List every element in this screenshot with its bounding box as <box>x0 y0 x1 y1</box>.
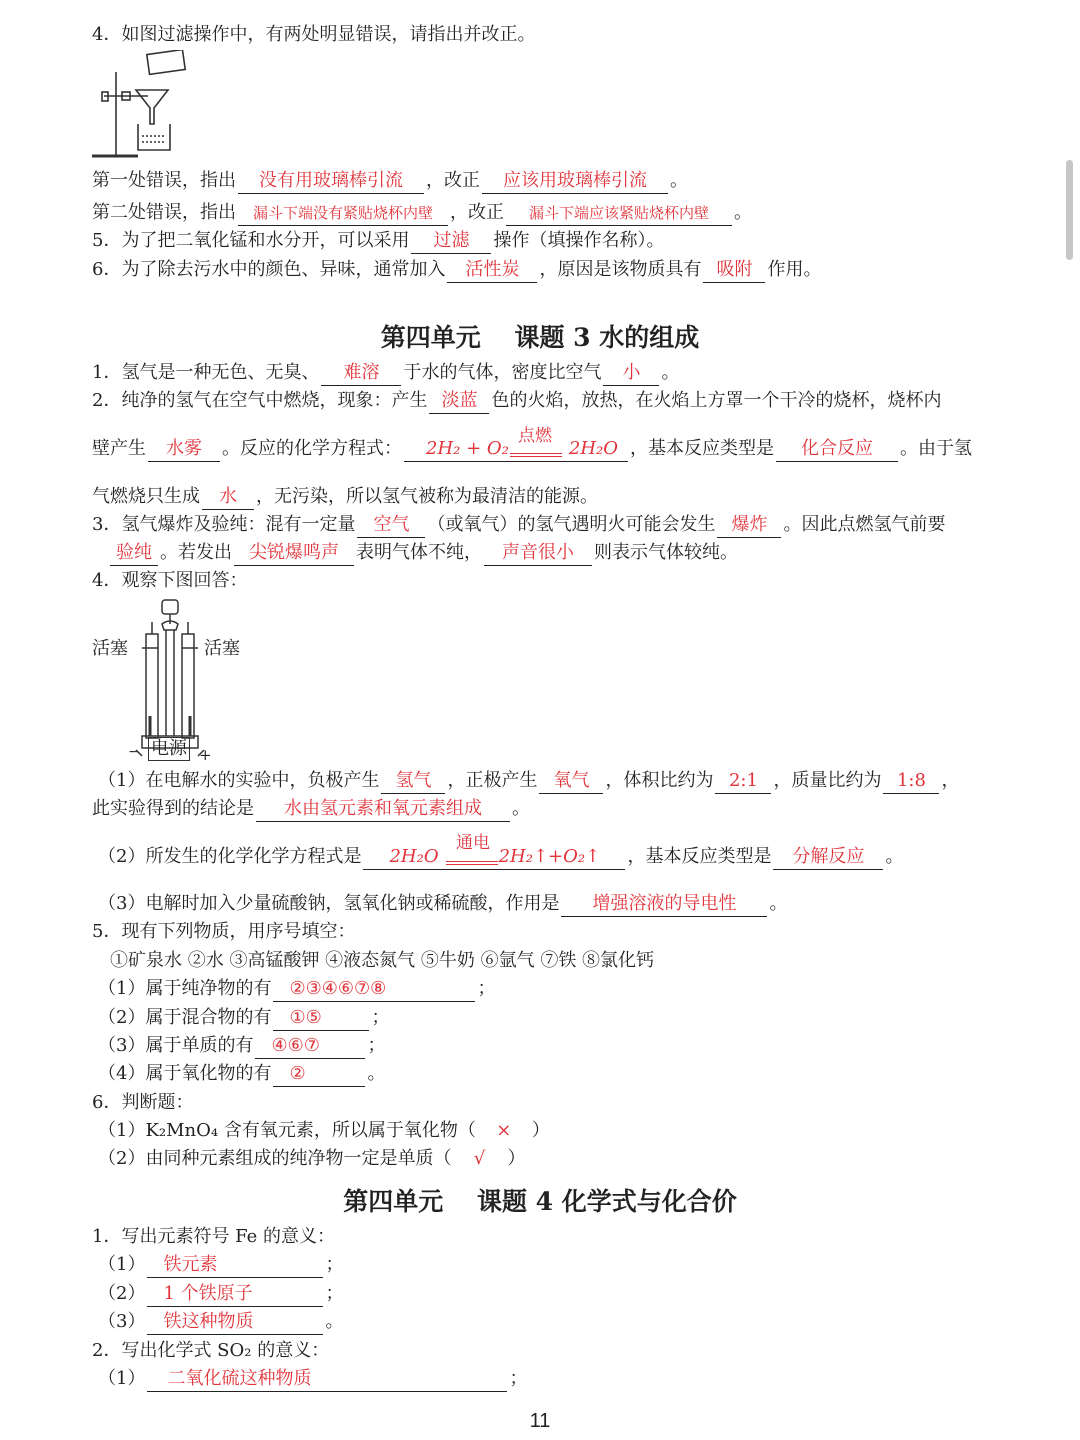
eq2-condition: 通电 <box>456 833 490 853</box>
answer-blank: 难溶 <box>321 361 401 386</box>
q4-filter-question: 4．如图过滤操作中，有两处明显错误，请指出并改正。 <box>92 24 536 45</box>
s4-q2-question: 2．写出化学式 SO₂ 的意义： <box>92 1340 330 1361</box>
s3-q2-l2-prefix: 壁产生 <box>92 438 146 459</box>
s1-prefix: （1）属于纯净物的有 <box>98 978 272 999</box>
answer-blank: ①⑤ <box>273 1006 369 1031</box>
electrolysis-apparatus-diagram <box>128 596 214 758</box>
p2-prefix: （2）所发生的化学化学方程式是 <box>98 846 362 867</box>
q6-prev-line <box>92 257 821 283</box>
line2-prefix: 第二处错误，指出 <box>92 202 236 223</box>
item-num: （2） <box>98 1283 146 1304</box>
answer-blank: 淡蓝 <box>429 389 489 414</box>
diagram-plus-sign: + <box>199 746 212 764</box>
s3-q6-j1 <box>98 1118 550 1144</box>
s3-q3-l1-suffix: 。因此点燃氢气前要 <box>783 514 946 535</box>
diagram-label-piston-right: 活塞 <box>204 638 240 659</box>
s3-q6-question: 6．判断题： <box>92 1092 194 1113</box>
item-num: （1） <box>98 1368 146 1389</box>
j1-prefix: （1）K₂MnO₄ 含有氧元素，所以属于氧化物（ <box>98 1120 476 1141</box>
answer-blank: 尖锐爆鸣声 <box>234 541 354 566</box>
answer-blank: 水 <box>202 485 254 510</box>
filtration-apparatus-diagram <box>88 50 198 162</box>
s3-q4-p3 <box>98 891 787 917</box>
answer-blank: 氧气 <box>539 769 603 794</box>
answer-blank: ②③④⑥⑦⑧ <box>273 977 475 1002</box>
s2-end: ； <box>371 1007 390 1028</box>
j2-answer: √ <box>473 1148 486 1169</box>
answer-blank: 铁元素 <box>147 1253 323 1278</box>
answer-blank: 漏斗下端应该紧贴烧杯内壁 <box>506 201 732 226</box>
s3-q5-items: ①矿泉水 ②水 ③高锰酸钾 ④液态氮气 ⑤牛奶 ⑥氩气 ⑦铁 ⑧氯化钙 <box>110 950 655 971</box>
line2-mid: ，改正 <box>450 202 504 223</box>
s3-q1-mid: 于水的气体，密度比空气 <box>403 362 602 383</box>
s3-q2-l2-mid: 。反应的化学方程式： <box>222 438 402 459</box>
q6-prefix: 6．为了除去污水中的颜色、异味，通常加入 <box>92 259 446 280</box>
answer-blank: ④⑥⑦ <box>255 1034 365 1059</box>
s3-q4-p1 <box>98 768 959 794</box>
q5-prefix: 5．为了把二氧化锰和水分开，可以采用 <box>92 230 410 251</box>
p1-mid1: ，正极产生 <box>447 770 538 791</box>
item-end: 。 <box>325 1311 344 1332</box>
s3-prefix: （3）属于单质的有 <box>98 1035 254 1056</box>
s3-end: ； <box>367 1035 386 1056</box>
s3-q2-l1-suffix: 色的火焰，放热，在火焰上方罩一个干冷的烧杯，烧杯内 <box>491 390 942 411</box>
answer-blank: 增强溶液的导电性 <box>561 892 767 917</box>
answer-blank: 声音很小 <box>484 541 592 566</box>
answer-blank: 水雾 <box>148 437 220 462</box>
s3-q5-s3 <box>98 1033 385 1059</box>
p1b-prefix: 此实验得到的结论是 <box>92 798 254 819</box>
s3-q3-line2 <box>108 540 738 566</box>
item-end: ； <box>509 1368 528 1389</box>
s3-q2-l2-mid2: ，基本反应类型是 <box>630 438 774 459</box>
s3-q4-question: 4．观察下图回答： <box>92 570 248 591</box>
s3-q4-p1b <box>92 796 530 822</box>
answer-blank: 漏斗下端没有紧贴烧杯内壁 <box>238 201 448 226</box>
s3-q2-line3 <box>92 484 598 510</box>
line1-mid: ，改正 <box>426 170 480 191</box>
answer-blank: 小 <box>603 361 659 386</box>
answer-blank: 水由氢元素和氧元素组成 <box>256 797 510 822</box>
s4-prefix: （4）属于氧化物的有 <box>98 1063 272 1084</box>
item-end: ； <box>325 1283 344 1304</box>
p1-prefix: （1）在电解水的实验中，负极产生 <box>98 770 380 791</box>
s3-q2-line2 <box>92 436 972 462</box>
s4-q1-item-3 <box>98 1309 343 1335</box>
item-end: ； <box>325 1254 344 1275</box>
answer-blank: 1 个铁原子 <box>147 1282 323 1307</box>
s3-q2-l2-suffix: 。由于氢 <box>900 438 972 459</box>
answer-blank: 1:8 <box>883 769 939 794</box>
s3-q3-line1 <box>92 512 945 538</box>
j1-answer: × <box>496 1120 512 1141</box>
s3-q2-l3-prefix: 气燃烧只生成 <box>92 486 200 507</box>
diagram-label-piston-left: 活塞 <box>92 638 128 659</box>
answer-blank: 二氧化硫这种物质 <box>147 1367 507 1392</box>
j1-end: ） <box>531 1120 550 1141</box>
equation-blank <box>363 845 625 870</box>
s4-q1-item-2 <box>98 1281 343 1307</box>
diagram-power-label: 电源 <box>148 737 190 761</box>
q5-suffix: 操作（填操作名称）。 <box>493 230 665 251</box>
s3-q6-j2 <box>98 1146 525 1172</box>
answer-blank: 活性炭 <box>447 258 537 283</box>
answer-blank: 应该用玻璃棒引流 <box>482 169 668 194</box>
answer-blank: 氢气 <box>381 769 445 794</box>
s4-end: 。 <box>367 1063 386 1084</box>
s3-q2-line1 <box>92 388 941 414</box>
s3-q5-s1 <box>98 976 495 1002</box>
p3-end: 。 <box>769 893 788 914</box>
s4-q1-item-1 <box>98 1252 343 1278</box>
answer-blank: 爆炸 <box>717 513 781 538</box>
answer-blank: 化合反应 <box>776 437 898 462</box>
q5-prev-line <box>92 228 664 254</box>
svg-text:−: − <box>128 744 140 758</box>
answer-blank: 吸附 <box>703 258 765 283</box>
answer-blank: ② <box>273 1062 365 1087</box>
s3-q2-l1-prefix: 2．纯净的氢气在空气中燃烧，现象：产生 <box>92 390 428 411</box>
q6-mid: ，原因是该物质具有 <box>539 259 702 280</box>
answer-blank: 验纯 <box>110 541 158 566</box>
s3-q3-l1-prefix: 3．氢气爆炸及验纯：混有一定量 <box>92 514 356 535</box>
s3-q1-prefix: 1．氢气是一种无色、无臭、 <box>92 362 320 383</box>
p2-end: 。 <box>885 846 904 867</box>
q4-filter-line2 <box>92 200 752 226</box>
eq1-left: 2H₂ + O₂ <box>426 438 509 459</box>
answer-blank: 2:1 <box>715 769 771 794</box>
item-num: （3） <box>98 1311 146 1332</box>
section4-title: 第四单元 课题 4 化学式与化合价 <box>343 1187 737 1216</box>
s4-q1-question: 1．写出元素符号 Fe 的意义： <box>92 1226 336 1247</box>
s3-q5-question: 5．现有下列物质，用序号填空： <box>92 921 356 942</box>
s3-q1-suffix: 。 <box>661 362 680 383</box>
s3-q3-l2-mid: 。若发出 <box>160 542 232 563</box>
q6-suffix: 作用。 <box>767 259 822 280</box>
s3-q3-l1-mid: （或氧气）的氢气遇明火可能会发生 <box>427 514 716 535</box>
s3-q2-l3-suffix: ，无污染，所以氢气被称为最清洁的能源。 <box>256 486 598 507</box>
answer-blank: 空气 <box>357 513 425 538</box>
line1-prefix: 第一处错误，指出 <box>92 170 236 191</box>
s3-q5-s2 <box>98 1005 389 1031</box>
scrollbar-thumb[interactable] <box>1066 160 1073 260</box>
j2-end: ） <box>507 1148 526 1169</box>
s1-end: ； <box>477 978 496 999</box>
s3-q4-p2 <box>98 844 903 870</box>
line2-end: 。 <box>734 202 752 223</box>
s4-q2-item-1 <box>98 1366 527 1392</box>
s3-q3-l2-suffix: 则表示气体较纯。 <box>594 542 738 563</box>
line1-end: 。 <box>670 170 688 191</box>
eq1-condition: 点燃 <box>518 426 552 446</box>
answer-blank: 铁这种物质 <box>147 1310 323 1335</box>
p2-mid: ，基本反应类型是 <box>627 846 772 867</box>
s3-q5-s4 <box>98 1061 385 1087</box>
eq2-right: 2H₂↑+O₂↑ <box>498 846 601 867</box>
p3-prefix: （3）电解时加入少量硫酸钠，氢氧化钠或稀硫酸，作用是 <box>98 893 560 914</box>
answer-blank: 过滤 <box>411 229 491 254</box>
section3-title: 第四单元 课题 3 水的组成 <box>380 323 700 352</box>
equation-blank <box>404 437 628 462</box>
p1-mid3: ，质量比约为 <box>773 770 882 791</box>
p1b-end: 。 <box>512 798 530 819</box>
p1-mid2: ，体积比约为 <box>605 770 714 791</box>
s2-prefix: （2）属于混合物的有 <box>98 1007 272 1028</box>
j2-prefix: （2）由同种元素组成的纯净物一定是单质（ <box>98 1148 452 1169</box>
eq2-left: 2H₂O <box>389 846 439 867</box>
q4-filter-line1 <box>92 168 688 194</box>
answer-blank: 分解反应 <box>773 845 883 870</box>
p1-end: ， <box>941 770 960 791</box>
page-number: 11 <box>529 1410 551 1432</box>
eq1-right: 2H₂O <box>568 438 618 459</box>
item-num: （1） <box>98 1254 146 1275</box>
s3-q1 <box>92 360 679 386</box>
s3-q3-l2-mid2: 表明气体不纯， <box>356 542 482 563</box>
answer-blank: 没有用玻璃棒引流 <box>238 169 424 194</box>
